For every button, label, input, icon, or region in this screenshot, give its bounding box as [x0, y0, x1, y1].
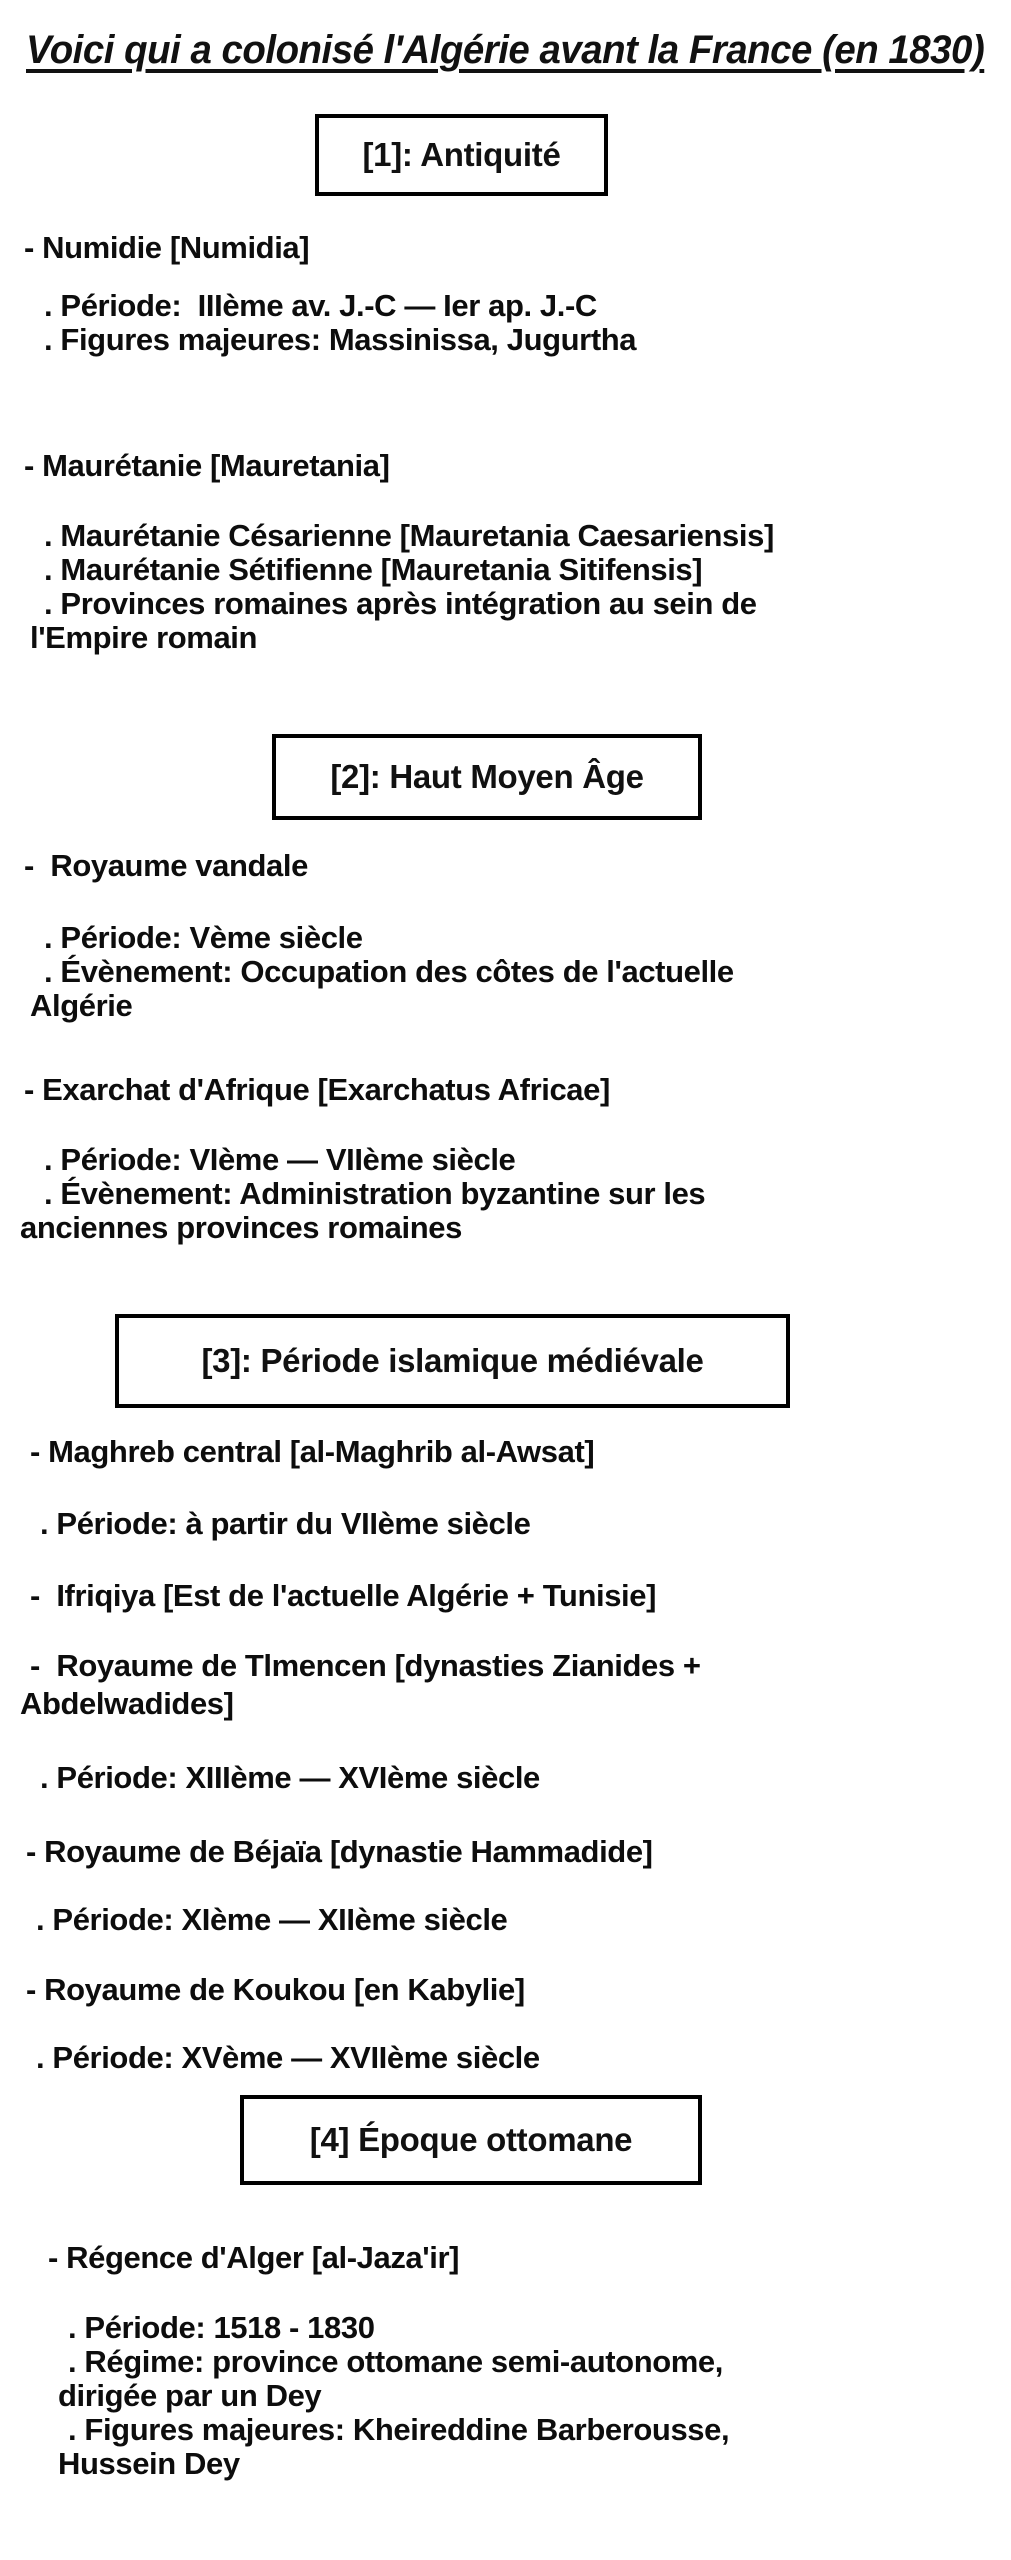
section-heading-label-4: [4] Époque ottomane — [309, 2120, 633, 2158]
section-heading-box-3 — [115, 1314, 790, 1408]
section-heading-label-1: [1]: Antiquité — [362, 135, 561, 173]
entry-detail: Hussein Dey — [58, 2446, 240, 2481]
entry-title: - Maghreb central [al-Maghrib al-Awsat] — [30, 1434, 595, 1469]
entry-title: - Numidie [Numidia] — [24, 230, 310, 265]
entry-detail: . Période: XVème — XVIIème siècle — [36, 2040, 540, 2075]
entry-detail: . Période: XIème — XIIème siècle — [36, 1902, 508, 1937]
entry-detail: . Période: IIIème av. J.-C — Ier ap. J.-C — [44, 288, 597, 323]
section-heading-label-2: [2]: Haut Moyen Âge — [330, 757, 644, 795]
section-heading-box-4 — [240, 2095, 702, 2185]
entry-title: - Ifriqiya [Est de l'actuelle Algérie + Tunisie] — [30, 1578, 657, 1613]
entry-detail: dirigée par un Dey — [58, 2378, 322, 2413]
entry-detail: . Période: VIème — VIIème siècle — [44, 1142, 516, 1177]
entry-detail: . Période: à partir du VIIème siècle — [40, 1506, 531, 1541]
section-heading-label-3: [3]: Période islamique médiévale — [201, 1341, 704, 1379]
section-heading-box-1 — [315, 114, 608, 196]
entry-detail: . Régime: province ottomane semi-autonome, — [68, 2344, 723, 2379]
entry-detail: anciennes provinces romaines — [20, 1210, 462, 1245]
entry-title: - Royaume de Tlmencen [dynasties Zianides + — [30, 1648, 701, 1683]
entry-detail: . Maurétanie Sétifienne [Mauretania Sitifensis] — [44, 552, 703, 587]
entry-title: - Maurétanie [Mauretania] — [24, 448, 390, 483]
entry-detail: . Période: 1518 - 1830 — [68, 2310, 375, 2345]
entry-title: - Royaume de Béjaïa [dynastie Hammadide] — [26, 1834, 653, 1869]
entry-detail: . Figures majeures: Kheireddine Barberousse, — [68, 2412, 730, 2447]
entry-title: - Exarchat d'Afrique [Exarchatus Africae] — [24, 1072, 610, 1107]
section-heading-box-2 — [272, 734, 702, 820]
entry-detail: . Maurétanie Césarienne [Mauretania Caesariensis] — [44, 518, 774, 553]
page-title: Voici qui a colonisé l'Algérie avant la France (en 1830) — [26, 28, 985, 72]
entry-detail: . Période: XIIIème — XVIème siècle — [40, 1760, 540, 1795]
entry-detail: . Évènement: Administration byzantine sur les — [44, 1176, 706, 1211]
entry-detail: . Provinces romaines après intégration au sein de — [44, 586, 757, 621]
entry-detail: . Figures majeures: Massinissa, Jugurtha — [44, 322, 637, 357]
entry-title-continued: Abdelwadides] — [20, 1686, 234, 1721]
entry-detail: . Évènement: Occupation des côtes de l'actuelle — [44, 954, 734, 989]
entry-title: - Régence d'Alger [al-Jaza'ir] — [48, 2240, 460, 2275]
entry-detail: Algérie — [30, 988, 133, 1023]
entry-detail: . Période: Vème siècle — [44, 920, 363, 955]
entry-title: - Royaume vandale — [24, 848, 308, 883]
entry-detail: l'Empire romain — [30, 620, 258, 655]
entry-title: - Royaume de Koukou [en Kabylie] — [26, 1972, 525, 2007]
